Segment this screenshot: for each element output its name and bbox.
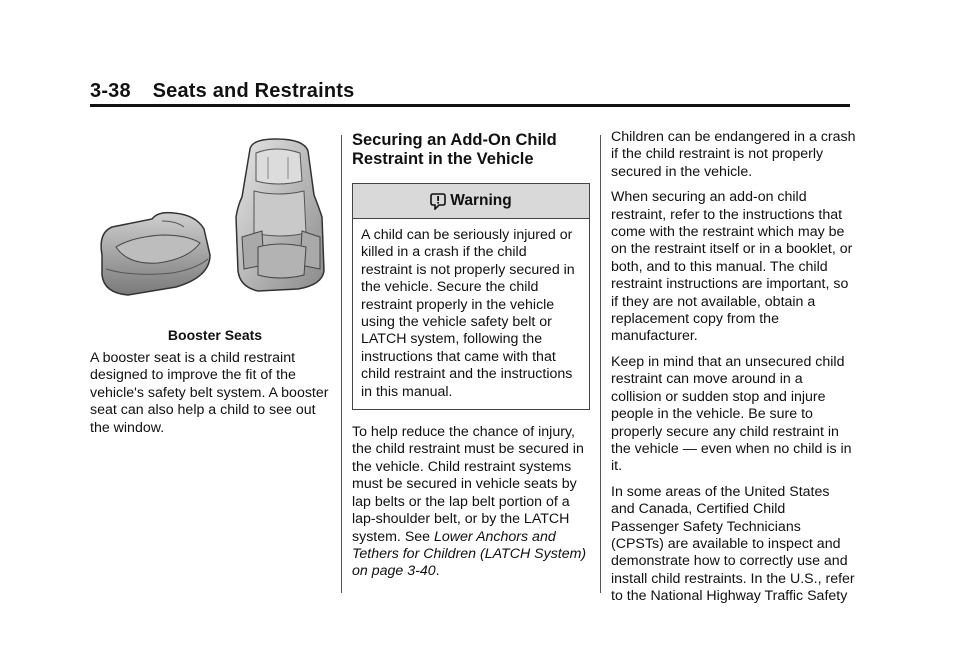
paragraph [352,424,590,581]
paragraph-text: To help reduce the chance of injury, the child restraint must be secured in the vehicle. Child restraint systems must be secured in vehicle seats by lap belts or the lap belt portion of a lap-shoulder belt, or by the LATCH system. See [352,424,584,545]
booster-seats-illustration [92,135,328,305]
header-rule [90,104,850,107]
warning-header [353,184,589,219]
warning-title: Warning [450,192,512,210]
section-heading: Securing an Add-On Child Restraint in the Vehicle [352,131,557,168]
warning-symbol-icon [430,192,446,210]
paragraph: A booster seat is a child restraint designed to improve the fit of the vehicle's safety belt system. A booster seat can also help a child to see out the window. [90,350,329,436]
paragraph: Children can be endangered in a crash if the child restraint is not properly secured in the vehicle. [611,129,856,180]
page-number: 3-38 [90,80,131,102]
column-3 [611,129,856,614]
column-divider-2 [600,135,601,593]
figure-caption: Booster Seats [167,327,263,343]
column-1 [90,350,336,445]
warning-text: A child can be seriously injured or killed in a crash if the child restraint is not properly secured in the vehicle. Secure the child restraint properly in the vehicle using the vehicle safety belt or LATCH system, following the instructions that came with that child restraint and the instructions in this manual. [361,227,575,400]
column-2 [352,131,590,589]
paragraph: In some areas of the United States and Canada, Certified Child Passenger Safety Technicians (CPSTs) are available to inspect and demonstrate how to correctly use and install child restraints. In the U.S., refer to the National Highway Traffic Safety [611,483,855,605]
backless-booster-icon [101,213,210,295]
paragraph: When securing an add-on child restraint, refer to the instructions that come with the restraint which may be on the restraint itself or in a booklet, or both, and to this manual. The child restraint instructions are important, so if they are not available, obtain a replacement copy from the manufacturer. [611,189,853,345]
high-back-booster-icon [236,139,324,291]
cross-reference-link[interactable]: Lower Anchors and Tethers for Children (LATCH System) on page 3-40 [352,528,587,580]
column-divider-1 [341,135,342,593]
page-header [90,80,850,103]
paragraph-end: . [435,563,440,580]
paragraph: Keep in mind that an unsecured child restraint can move around in a collision or sudden stop and injure people in the vehicle. Be sure to properly secure any child restraint in the vehicle — even when no child is in it. [611,353,852,475]
section-title: Seats and Restraints [152,80,355,102]
warning-box [352,183,590,410]
